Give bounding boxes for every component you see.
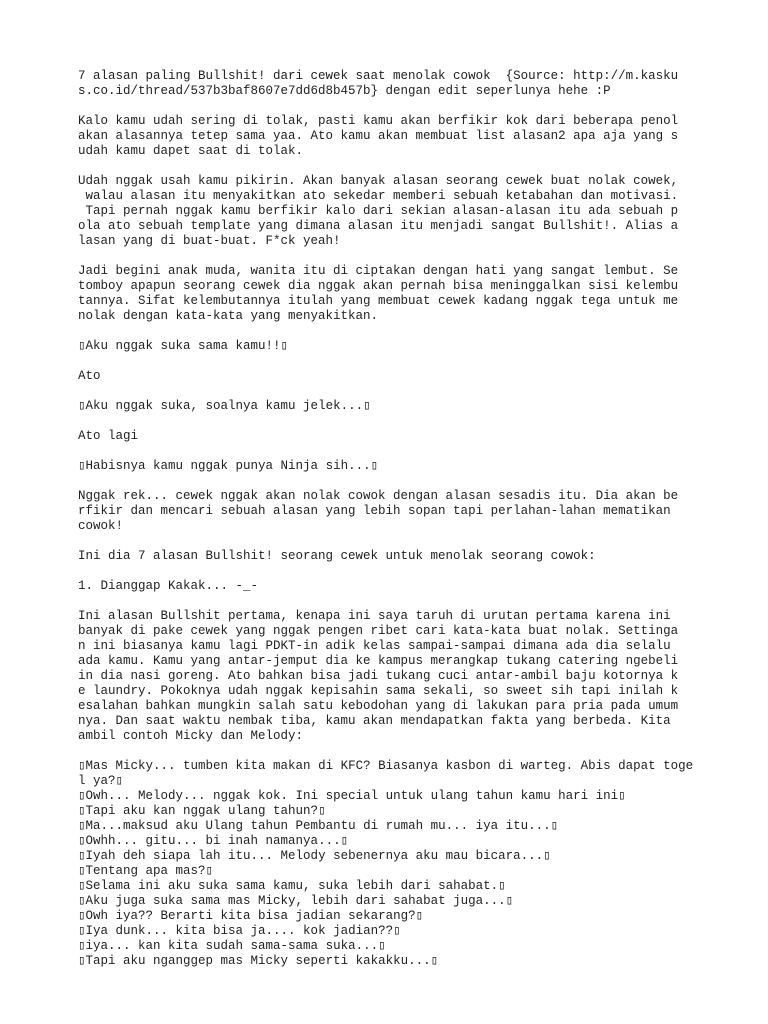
blank-line [78, 444, 704, 459]
text-line: s.co.id/thread/537b3baf8607e7dd6d8b457b} dengan edit seperlunya hehe :P [78, 84, 611, 98]
text-line: nolak dengan kata-kata yang menyakitkan. [78, 309, 379, 323]
text-line: banyak di pake cewek yang nggak pengen ribet cari kata-kata buat nolak. Settinga [78, 624, 679, 638]
blank-line [78, 324, 704, 339]
text-line: ▯iya... kan kita sudah sama-sama suka...▯ [78, 939, 386, 953]
blank-line [78, 384, 704, 399]
text-line: Udah nggak usah kamu pikirin. Akan banyak alasan seorang cewek buat nolak cowek, [78, 174, 679, 188]
text-line: akan alasannya tetep sama yaa. Ato kamu akan membuat list alasan2 apa aja yang s [78, 129, 679, 143]
text-line: in dia nasi goreng. Ato bahkan bisa jadi tukang cuci antar-ambil baju kotornya k [78, 669, 679, 683]
blank-line [78, 474, 704, 489]
text-line: l ya?▯ [78, 774, 124, 788]
text-line: ▯Tapi aku nganggep mas Micky seperti kakakku...▯ [78, 954, 439, 968]
text-line: ▯Owh iya?? Berarti kita bisa jadian sekarang?▯ [78, 909, 424, 923]
text-line: Kalo kamu udah sering di tolak, pasti kamu akan berfikir kok dari beberapa penol [78, 114, 679, 128]
text-line: tomboy apapun seorang cewek dia nggak akan pernah bisa meninggalkan sisi kelembu [78, 279, 679, 293]
text-line: cowok! [78, 519, 124, 533]
blank-line [78, 534, 704, 549]
text-line: Ini dia 7 alasan Bullshit! seorang cewek untuk menolak seorang cowok: [78, 549, 596, 563]
blank-line [78, 414, 704, 429]
text-line: ▯Aku nggak suka, soalnya kamu jelek...▯ [78, 399, 371, 413]
text-line: ▯Tapi aku kan nggak ulang tahun?▯ [78, 804, 326, 818]
text-line: ▯Aku juga suka sama mas Micky, lebih dari sahabat juga...▯ [78, 894, 514, 908]
text-line: ambil contoh Micky dan Melody: [78, 729, 304, 743]
text-line: Ato lagi [78, 429, 139, 443]
blank-line [78, 159, 704, 174]
text-line: lasan yang di buat-buat. F*ck yeah! [78, 234, 341, 248]
text-line: nya. Dan saat waktu nembak tiba, kamu akan mendapatkan fakta yang berbeda. Kita [78, 714, 671, 728]
text-line: ▯Ma...maksud aku Ulang tahun Pembantu di rumah mu... iya itu...▯ [78, 819, 559, 833]
text-line: Jadi begini anak muda, wanita itu di ciptakan dengan hati yang sangat lembut. Se [78, 264, 679, 278]
blank-line [78, 744, 704, 759]
text-line: ▯Owh... Melody... nggak kok. Ini special untuk ulang tahun kamu hari ini▯ [78, 789, 626, 803]
text-line: esalahan bahkan mungkin salah satu kebodohan yang di lakukan para pria pada umum [78, 699, 679, 713]
text-line: e laundry. Pokoknya udah nggak kepisahin sama sekali, so sweet sih tapi inilah k [78, 684, 679, 698]
text-line: ▯Mas Micky... tumben kita makan di KFC? Biasanya kasbon di warteg. Abis dapat toge [78, 759, 694, 773]
text-line: Tapi pernah nggak kamu berfikir kalo dari sekian alasan-alasan itu ada sebuah p [78, 204, 679, 218]
text-line: ▯Aku nggak suka sama kamu!!▯ [78, 339, 289, 353]
text-line: ▯Habisnya kamu nggak punya Ninja sih...▯ [78, 459, 379, 473]
blank-line [78, 249, 704, 264]
text-line: Ato [78, 369, 101, 383]
text-line: ▯Iya dunk... kita bisa ja.... kok jadian??▯ [78, 924, 401, 938]
blank-line [78, 354, 704, 369]
text-line: ▯Owhh... gitu... bi inah namanya...▯ [78, 834, 349, 848]
text-line: Ini alasan Bullshit pertama, kenapa ini saya taruh di urutan pertama karena ini [78, 609, 671, 623]
text-line: Nggak rek... cewek nggak akan nolak cowok dengan alasan sesadis itu. Dia akan be [78, 489, 679, 503]
text-line: n ini biasanya kamu lagi PDKT-in adik kelas sampai-sampai dimana ada dia selalu [78, 639, 671, 653]
document-text [78, 69, 704, 969]
text-line: udah kamu dapet saat di tolak. [78, 144, 304, 158]
blank-line [78, 99, 704, 114]
text-line: 7 alasan paling Bullshit! dari cewek saat menolak cowok {Source: http://m.kasku [78, 69, 679, 83]
text-line: ▯Selama ini aku suka sama kamu, suka lebih dari sahabat.▯ [78, 879, 506, 893]
text-line: ▯Iyah deh siapa lah itu... Melody sebenernya aku mau bicara...▯ [78, 849, 551, 863]
text-line: ada kamu. Kamu yang antar-jemput dia ke kampus merangkap tukang catering ngebeli [78, 654, 679, 668]
text-line: ola ato sebuah template yang dimana alasan itu menjadi sangat Bullshit!. Alias a [78, 219, 679, 233]
text-line: 1. Dianggap Kakak... -_- [78, 579, 259, 593]
blank-line [78, 564, 704, 579]
blank-line [78, 594, 704, 609]
text-line: rfikir dan mencari sebuah alasan yang lebih sopan tapi perlahan-lahan mematikan [78, 504, 671, 518]
text-line: walau alasan itu menyakitkan ato sekedar memberi sebuah ketabahan dan motivasi. [78, 189, 679, 203]
text-line: ▯Tentang apa mas?▯ [78, 864, 214, 878]
text-line: tannya. Sifat kelembutannya itulah yang membuat cewek kadang nggak tega untuk me [78, 294, 679, 308]
